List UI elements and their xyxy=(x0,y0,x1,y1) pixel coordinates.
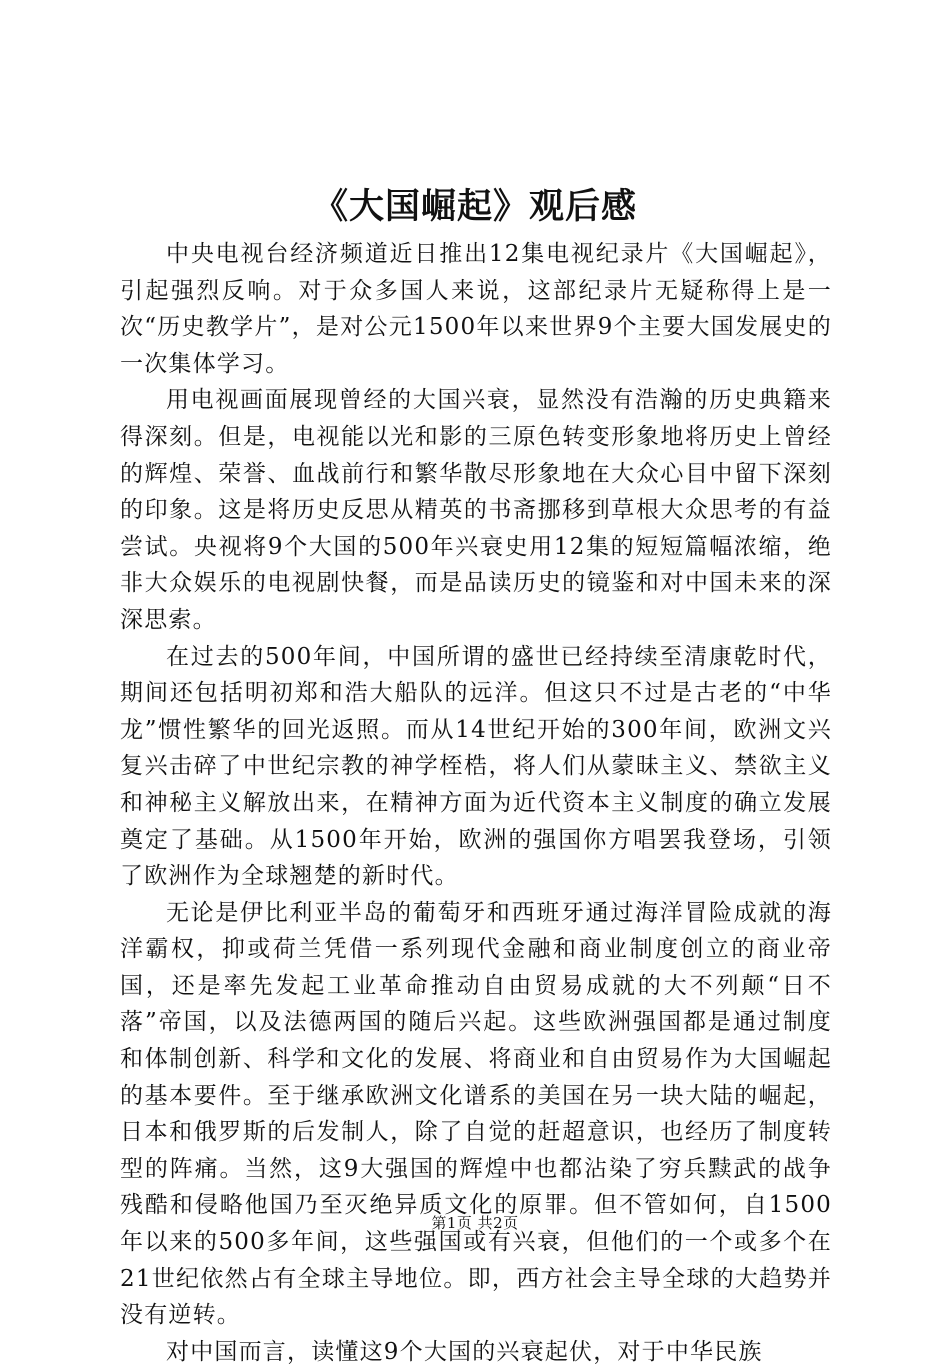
paragraph-2: 用电视画面展现曾经的大国兴衰，显然没有浩瀚的历史典籍来得深刻。但是，电视能以光和影的三原色转变形象地将历史上曾经的辉煌、荣誉、血战前行和繁华散尽形象地在大众心目中留下深刻的印象。这是将历史反思从精英的书斋挪移到草根大众思考的有益尝试。央视将9个大国的500年兴衰史用12集的短短篇幅浓缩，绝非大众娱乐的电视剧快餐，而是品读历史的镜鉴和对中国未来的深深思索。 xyxy=(120,387,832,633)
document-body xyxy=(120,236,832,1370)
page-number-footer: 第1页 共2页 xyxy=(431,1214,519,1232)
paragraph-3: 在过去的500年间，中国所谓的盛世已经持续至清康乾时代，期间还包括明初郑和浩大船队的远洋。但这只不过是古老的“中华龙”惯性繁华的回光返照。而从14世纪开始的300年间，欧洲文兴复兴击碎了中世纪宗教的神学桎梏，将人们从蒙昧主义、禁欲主义和神秘主义解放出来，在精神方面为近代资本主义制度的确立发展奠定了基础。从1500年开始，欧洲的强国你方唱罢我登场，引领了欧洲作为全球翘楚的新时代。 xyxy=(120,643,832,890)
paragraph-5: 对中国而言，读懂这9个大国的兴衰起伏，对于中华民族 xyxy=(166,1338,763,1365)
paragraph-4: 无论是伊比利亚半岛的葡萄牙和西班牙通过海洋冒险成就的海洋霸权，抑或荷兰凭借一系列现代金融和商业制度创立的商业帝国，还是率先发起工业革命推动自由贸易成就的大不列颠“日不落”帝国，以及法德两国的随后兴起。这些欧洲强国都是通过制度和体制创新、科学和文化的发展、将商业和自由贸易作为大国崛起的基本要件。至于继承欧洲文化谱系的美国在另一块大陆的崛起，日本和俄罗斯的后发制人，除了自觉的赶超意识，也经历了制度转型的阵痛。当然，这9大强国的辉煌中也都沾染了穷兵黩武的战争残酷和侵略他国乃至灭绝异质文化的原罪。但不管如何，自1500年以来的500多年间，这些强国或有兴衰，但他们的一个或多个在21世纪依然占有全球主导地位。即，西方社会主导全球的大趋势并没有逆转。 xyxy=(120,899,832,1329)
page-title: 《大国崛起》观后感 xyxy=(312,187,637,227)
paragraph-1: 中央电视台经济频道近日推出12集电视纪录片《大国崛起》，引起强烈反响。对于众多国人来说，这部纪录片无疑称得上是一次“历史教学片”，是对公元1500年以来世界9个主要大国发展史的一次集体学习。 xyxy=(120,241,832,377)
